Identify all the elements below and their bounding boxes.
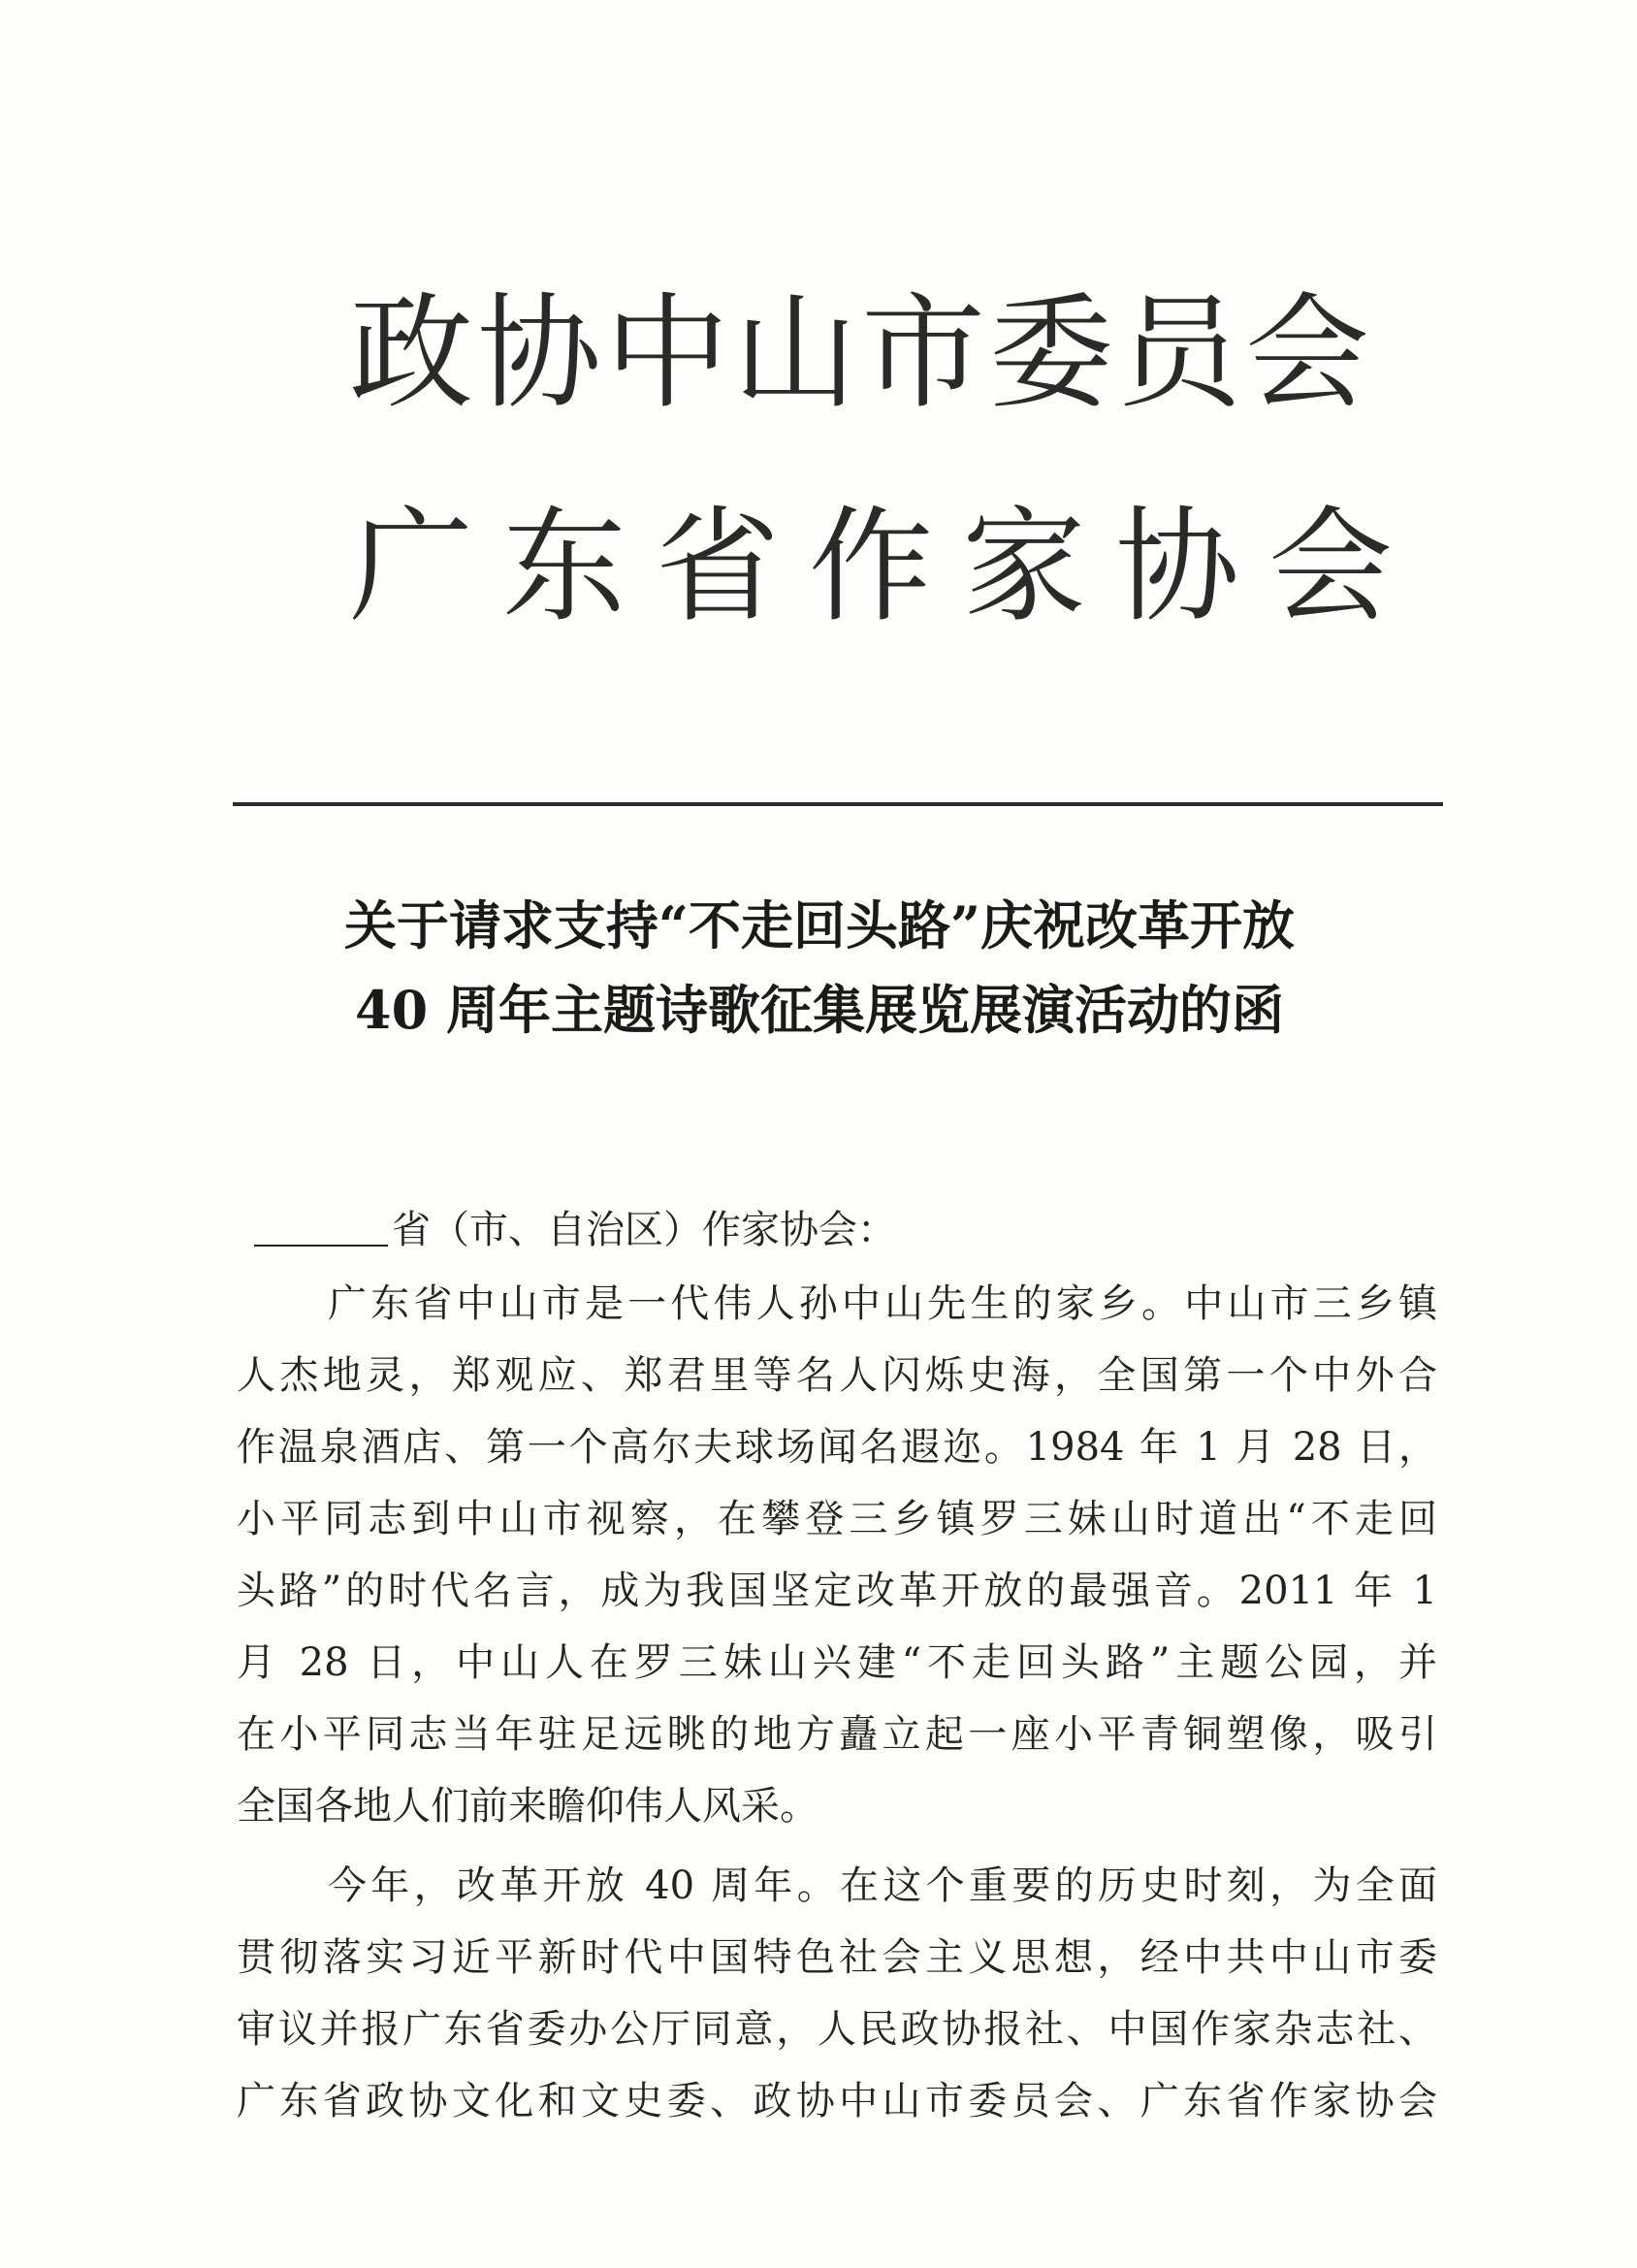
body-line: 贯彻落实习近平新时代中国特色社会主义思想，经中共中山市委 (237, 1935, 1437, 1980)
body-line: 在小平同志当年驻足远眺的地方矗立起一座小平青铜塑像，吸引 (237, 1712, 1437, 1757)
body-line: 全国各地人们前来瞻仰伟人风采。 (237, 1784, 818, 1829)
body-line: 广东省政协文化和文史委、政协中山市委员会、广东省作家协会 (237, 2079, 1437, 2123)
body-line: 月 28 日，中山人在罗三妹山兴建“不走回头路”主题公园，并 (237, 1640, 1437, 1685)
body-line: 头路”的时代名言，成为我国坚定改革开放的最强音。2011 年 1 (237, 1569, 1437, 1613)
issuer-name-2: 广东省作家协会 (349, 495, 1423, 639)
body-line: 作温泉酒店、第一个高尔夫球场闻名遐迩。1984 年 1 月 28 日， (237, 1425, 1437, 1470)
issuer-name-1: 政协中山市委员会 (349, 281, 1374, 426)
body-line: 审议并报广东省委办公厅同意，人民政协报社、中国作家杂志社、 (237, 2007, 1437, 2052)
body-line: 人杰地灵，郑观应、郑君里等名人闪烁史海，全国第一个中外合 (237, 1353, 1437, 1398)
document-title-line-1: 关于请求支持“不走回头路”庆祝改革开放 (343, 894, 1296, 956)
header-divider (233, 802, 1443, 806)
fill-in-blank (254, 1245, 388, 1247)
body-line: 广东省中山市是一代伟人孙中山先生的家乡。中山市三乡镇 (328, 1281, 1437, 1326)
salutation (254, 1203, 896, 1257)
document-title-line-2: 40 周年主题诗歌征集展览展演活动的函 (355, 979, 1284, 1041)
body-line: 今年，改革开放 40 周年。在这个重要的历史时刻，为全面 (328, 1863, 1437, 1908)
salutation-text: 省（市、自治区）作家协会： (392, 1208, 896, 1252)
body-line: 小平同志到中山市视察，在攀登三乡镇罗三妹山时道出“不走回 (237, 1497, 1437, 1541)
